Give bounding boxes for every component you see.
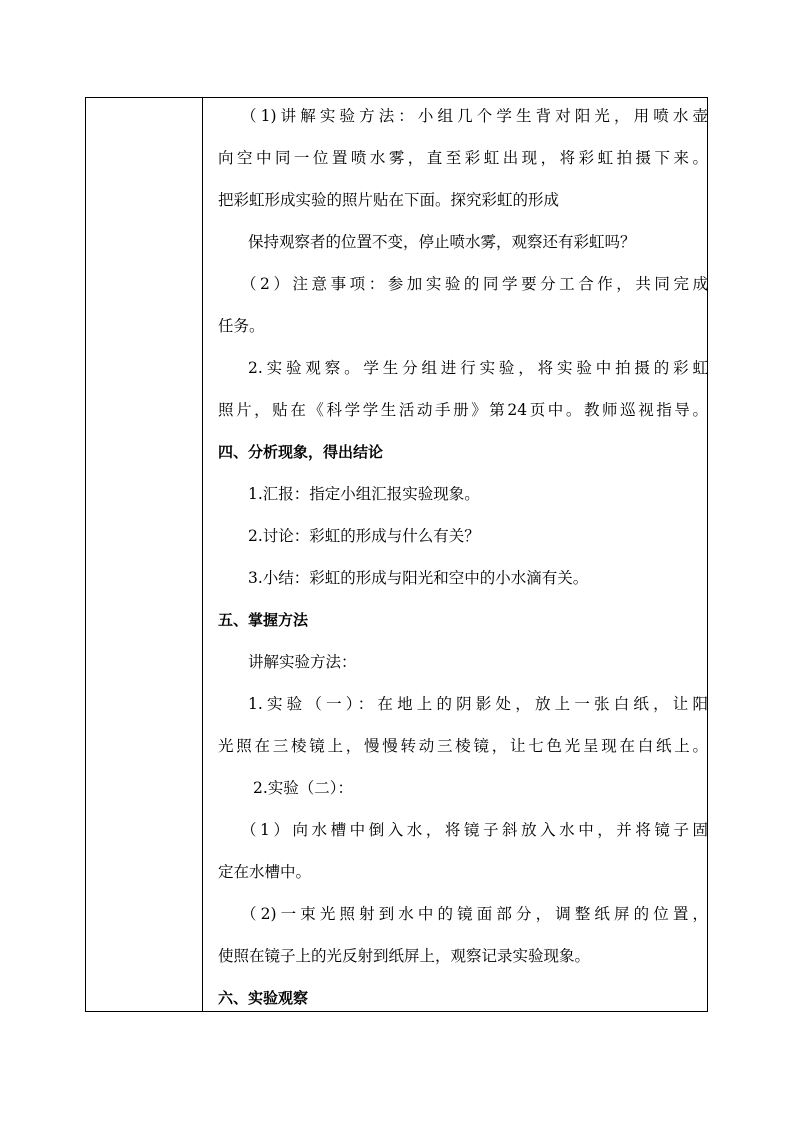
paragraph-line: 任务。 — [218, 317, 265, 335]
paragraph-line: 照片，贴在《科学学生活动手册》第24页中。教师巡视指导。 — [218, 401, 708, 419]
paragraph-line: 定在水槽中。 — [218, 863, 312, 881]
paragraph-line: （2)一束光照射到水中的镜面部分，调整纸屏的位置， — [241, 905, 708, 923]
paragraph-line: 2.实验（二）： — [253, 779, 354, 797]
paragraph-line: 把彩虹形成实验的照片贴在下面。探究彩虹的形成 — [218, 191, 560, 209]
paragraph-line: 1.汇报：指定小组汇报实验现象。 — [248, 485, 480, 503]
table-left-cell — [86, 98, 203, 1011]
section-heading: 六、实验观察 — [218, 989, 309, 1007]
paragraph-line: （2）注意事项：参加实验的同学要分工合作，共同完成 — [241, 275, 708, 293]
paragraph-line: 2.讨论：彩虹的形成与什么有关？ — [248, 527, 480, 545]
paragraph-line: 3.小结：彩虹的形成与阳光和空中的小水滴有关。 — [248, 569, 589, 587]
paragraph-line: （1)讲解实验方法：小组几个学生背对阳光，用喷水壶 — [241, 107, 708, 125]
paragraph-line: 向空中同一位置喷水雾，直至彩虹出现，将彩虹拍摄下来。 — [218, 149, 708, 167]
table-content-cell — [203, 98, 707, 1011]
section-heading: 四、分析现象，得出结论 — [218, 443, 384, 461]
paragraph-line: 保持观察者的位置不变，停止喷水雾，观察还有彩虹吗？ — [248, 233, 636, 251]
paragraph-line: 讲解实验方法： — [248, 653, 357, 671]
paragraph-line: 光照在三棱镜上，慢慢转动三棱镜，让七色光呈现在白纸上。 — [218, 737, 708, 755]
paragraph-line: 1.实验（一）：在地上的阴影处，放上一张白纸，让阳 — [248, 695, 708, 713]
paragraph-line: 使照在镜子上的光反射到纸屏上，观察记录实验现象。 — [218, 947, 591, 965]
section-heading: 五、掌握方法 — [218, 611, 309, 629]
paragraph-line: （1）向水槽中倒入水，将镜子斜放入水中，并将镜子固 — [241, 821, 708, 839]
lesson-table — [85, 97, 708, 1012]
paragraph-line: 2.实验观察。学生分组进行实验，将实验中拍摄的彩虹 — [248, 359, 708, 377]
